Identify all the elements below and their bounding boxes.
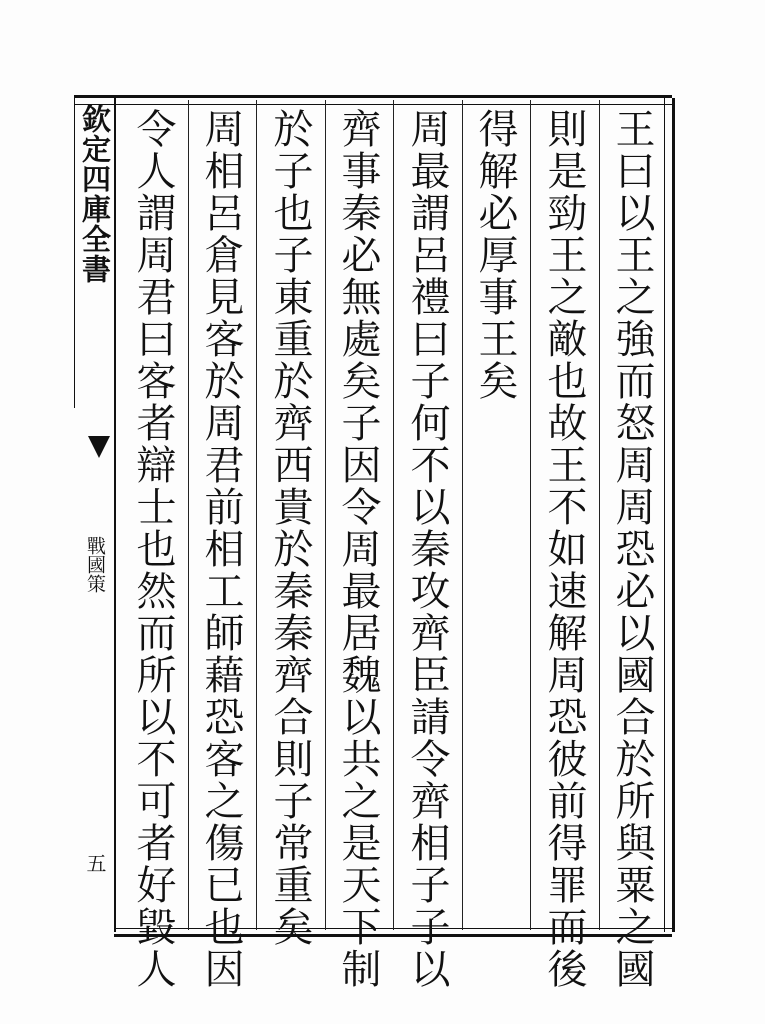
fishtail-mark-icon: [88, 436, 110, 458]
text-column-6: 於子也子東重於齊西貴於秦秦齊合則子常重矣: [267, 108, 313, 948]
page-border-top: [74, 95, 672, 105]
text-column-7: 周相呂倉見客於周君前相工師藉恐客之傷已也因: [198, 108, 244, 990]
page-gutter: [74, 98, 114, 932]
column-rule: [462, 100, 463, 930]
column-rule: [256, 100, 257, 930]
column-rule: [530, 100, 531, 930]
text-column-5: 齊事秦必無處矣子因令周最居魏以共之是天下制: [335, 108, 381, 990]
page-border-right: [664, 98, 675, 932]
gutter-line: [74, 98, 75, 408]
text-column-2: 則是勁王之敵也故王不如速解周恐彼前得罪而後: [541, 108, 587, 990]
collection-title: 欽定四庫全書: [78, 104, 112, 284]
column-rule: [599, 100, 600, 930]
text-column-4: 周最謂呂禮曰子何不以秦攻齊臣請令齊相子子以: [404, 108, 450, 990]
column-rule: [325, 100, 326, 930]
page-number: 五: [83, 853, 107, 873]
column-rule: [188, 100, 189, 930]
text-column-1: 王曰以王之強而怒周周恐必以國合於所與粟之國: [609, 108, 655, 990]
text-column-3: 得解必厚事王矣: [472, 108, 518, 402]
text-column-8: 令人謂周君曰客者辯士也然而所以不可者好毀人: [130, 108, 176, 990]
book-title: 戰國策: [84, 536, 106, 593]
column-rule: [393, 100, 394, 930]
gutter-border: [114, 98, 116, 932]
